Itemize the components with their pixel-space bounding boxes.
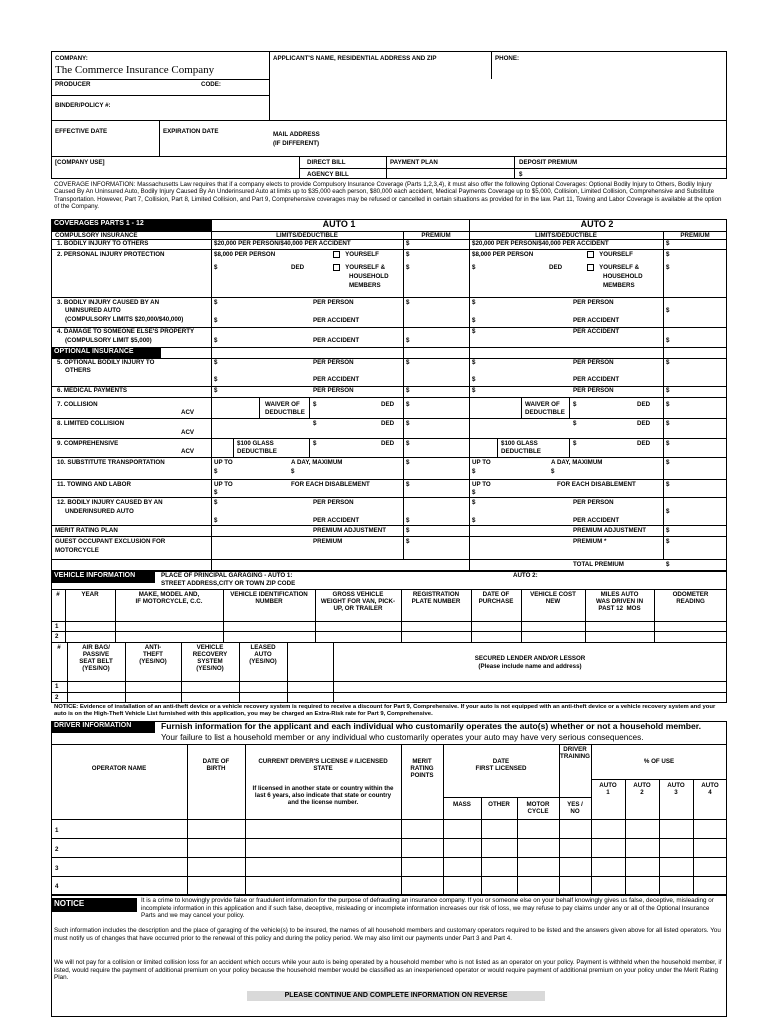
part11-label: 11. TOWING AND LABOR xyxy=(57,481,131,488)
vehicle-col2-header-5[interactable]: LEASED AUTO (YES/NO) xyxy=(249,644,277,666)
part11-premium-auto2[interactable]: $ xyxy=(666,481,670,488)
part6-per-person-auto1: PER PERSON xyxy=(313,387,354,394)
notice-paragraph-2: Such information includes the description and the place of garaging of the vehicle(s) to be insured, the names of all household members and customary operators required to be listed and the answers given above for all listed operators. You must notify us of changes that have occurred prior to the renewal of this policy and during the policy period. We may also limit our payments under Part 3 and Part 4. xyxy=(54,927,721,942)
part9-glass-auto2[interactable]: $100 GLASS xyxy=(501,440,538,447)
agency-bill-option[interactable]: AGENCY BILL xyxy=(307,171,349,178)
column-line xyxy=(333,642,334,703)
expiration-date-label[interactable]: EXPIRATION DATE xyxy=(163,128,219,135)
part5-label: 5. OPTIONAL BODILY INJURY TO xyxy=(57,359,155,366)
mail-address-sub: (IF DIFFERENT) xyxy=(273,140,320,147)
part12-per-accident-auto1: PER ACCIDENT xyxy=(313,517,360,524)
part4-dollar-auto1[interactable]: $ xyxy=(214,337,218,344)
vehicle-col2-header-3[interactable]: ANTI- THEFT (YES/NO) xyxy=(139,644,167,666)
part2-premium-auto1[interactable]: $ xyxy=(406,251,410,258)
part9-glass-deductible-auto2: DEDUCTIBLE xyxy=(501,448,541,455)
yourself-household-label: YOURSELF & xyxy=(599,264,640,272)
garaging-auto1-label[interactable]: PLACE OF PRINCIPAL GARAGING - AUTO 1: xyxy=(161,572,293,579)
part3-per-accident-auto1: PER ACCIDENT xyxy=(313,317,360,324)
part10-max-dollar-auto1[interactable]: $ xyxy=(291,468,295,475)
vehicle-col-header-1[interactable]: # xyxy=(56,591,60,598)
part5-label-2: OTHERS xyxy=(65,367,91,374)
vehicle-col2-header-2[interactable]: AIR BAG/ PASSIVE SEAT BELT (YES/NO) xyxy=(79,644,113,673)
vehicle-col-header-8[interactable]: VEHICLE COST NEW xyxy=(530,591,576,606)
part3-premium-auto2[interactable]: $ xyxy=(666,307,670,314)
part1-limit-auto2: $20,000 PER PERSON/$40,000 PER ACCIDENT xyxy=(472,240,609,247)
operator-name-header[interactable]: OPERATOR NAME xyxy=(91,765,147,772)
yes-no-header[interactable]: YES / NO xyxy=(567,801,583,816)
part5-per-accident-auto1: PER ACCIDENT xyxy=(313,376,360,383)
premium-adjustment-dollar-auto1[interactable]: $ xyxy=(406,527,410,534)
part10-premium-auto2[interactable]: $ xyxy=(666,459,670,466)
part3-dollar2-auto1[interactable]: $ xyxy=(214,317,218,324)
vehicle-col-header-5[interactable]: GROSS VEHICLE WEIGHT FOR VAN, PICK- UP, OR TRAILER xyxy=(320,591,396,613)
part5-per-person-auto1: PER PERSON xyxy=(313,359,354,366)
total-premium-label: TOTAL PREMIUM xyxy=(573,561,624,568)
code-label[interactable]: CODE: xyxy=(201,81,221,88)
part10-label: 10. SUBSTITUTE TRANSPORTATION xyxy=(57,459,165,466)
part3-dollar-auto1[interactable]: $ xyxy=(214,299,218,306)
part9-dollar-auto1[interactable]: $ xyxy=(313,440,317,447)
part9-acv[interactable]: ACV xyxy=(181,448,195,455)
merit-rating-label: MERIT RATING PLAN xyxy=(55,527,118,534)
driver-instruction-1: Furnish information for the applicant and each individual who customarily operates the auto(s) whether or not a household member. xyxy=(161,721,702,731)
part4-label: 4. DAMAGE TO SOMEONE ELSE'S PROPERTY xyxy=(57,328,195,335)
vehicle-col2-header-1[interactable]: # xyxy=(57,644,61,651)
part2-ded-dollar-auto2[interactable]: $ xyxy=(472,264,476,271)
vehicle-col2-header-4[interactable]: VEHICLE RECOVERY SYSTEM (YES/NO) xyxy=(192,644,228,673)
part8-label: 8. LIMITED COLLISION xyxy=(57,420,125,427)
part8-premium-auto2[interactable]: $ xyxy=(666,420,670,427)
part7-acv[interactable]: ACV xyxy=(181,409,195,416)
members-label: MEMBERS xyxy=(349,282,381,289)
household-label: HOUSEHOLD xyxy=(603,273,643,280)
part9-dollar-auto2[interactable]: $ xyxy=(573,440,577,447)
deposit-dollar: $ xyxy=(519,171,523,178)
household-label: HOUSEHOLD xyxy=(349,273,389,280)
merit-points-header[interactable]: MERIT RATING POINTS xyxy=(410,758,434,780)
part2-ded-auto1: DED xyxy=(291,264,305,271)
binder-label[interactable]: BINDER/POLICY #: xyxy=(55,102,111,109)
garaging-address-label: STREET ADDRESS,CITY OR TOWN ZIP CODE xyxy=(161,580,296,587)
part8-ded-auto2: DED xyxy=(637,420,651,427)
part8-dollar-auto1[interactable]: $ xyxy=(313,420,317,427)
part6-per-person-auto2: PER PERSON xyxy=(573,387,614,394)
part3-premium-auto1[interactable]: $ xyxy=(406,299,410,306)
company-label: COMPANY: xyxy=(55,55,88,62)
first-licensed-header[interactable]: DATE FIRST LICENSED xyxy=(475,758,527,773)
part3-per-person-auto1: PER PERSON xyxy=(313,299,354,306)
part10-premium-auto1[interactable]: $ xyxy=(406,459,410,466)
part7-dollar-auto1[interactable]: $ xyxy=(313,401,317,408)
part5-dollar2-auto2[interactable]: $ xyxy=(472,376,476,383)
yourself-household-label: YOURSELF & xyxy=(345,264,386,272)
part1-limit-auto1: $20,000 PER PERSON/$40,000 PER ACCIDENT xyxy=(214,240,351,247)
part3-per-person-auto2: PER PERSON xyxy=(573,299,614,306)
part9-glass-auto1[interactable]: $100 GLASS xyxy=(237,440,274,447)
driver-instruction-2: Your failure to list a household member or any individual who customarily operates your auto may have very serious consequences. xyxy=(161,732,644,742)
part11-upto-auto2: UP TO xyxy=(472,481,491,488)
part9-ded-auto2: DED xyxy=(637,440,651,447)
part9-glass-deductible-auto1: DEDUCTIBLE xyxy=(237,448,277,455)
part11-upto-auto1: UP TO xyxy=(214,481,233,488)
part2-limit-auto1: $8,000 PER PERSON xyxy=(214,251,276,258)
notice-bar: NOTICE xyxy=(51,898,137,912)
part12-per-accident-auto2: PER ACCIDENT xyxy=(573,517,620,524)
part7-waiver-deductible-auto2: DEDUCTIBLE xyxy=(525,409,565,416)
guest-premium-dollar-auto2[interactable]: $ xyxy=(666,538,670,545)
part4-label-2: (COMPULSORY LIMIT $5,000) xyxy=(65,337,152,344)
coverage-information-text: COVERAGE INFORMATION: Massachusetts Law requires that if a company elects to provide Compulsory Insurance Coverage (Parts 1,2,3,4), it must also offer the following Optional Coverages: Optional Bodily Injury to Others, Bodily Injury Caused By An Uninsured Auto, Bodily Injury Caused By An Underinsured Auto at limits up to $35,000 each person, $80,000 each accident, Medical Payments Coverage up to $5,000, Collision, Limited Collision, Comprehensive and Substitute Transportation. However, Part 7, Collision, Part 8, Limited Collision, and Part 9, Comprehensive coverages may be refused or cancelled in certain situations as provided for in the law. Part 11, Towing and Labor Coverage is available at the option of the Company. xyxy=(54,181,722,210)
use-auto-3-header[interactable]: AUTO 3 xyxy=(667,782,685,797)
part5-dollar-auto2[interactable]: $ xyxy=(472,359,476,366)
part4-per-accident-auto1: PER ACCIDENT xyxy=(313,337,360,344)
part10-dollar-auto1[interactable]: $ xyxy=(214,468,218,475)
part12-dollar2-auto2[interactable]: $ xyxy=(472,517,476,524)
part5-dollar2-auto1[interactable]: $ xyxy=(214,376,218,383)
part9-label: 9. COMPREHENSIVE xyxy=(57,440,119,447)
vehicle-row-2b: 2 xyxy=(55,694,59,701)
company-name[interactable]: The Commerce Insurance Company xyxy=(55,64,215,76)
part6-premium-auto2[interactable]: $ xyxy=(666,387,670,394)
vehicle-row-2: 2 xyxy=(55,633,59,640)
guest-premium-auto2: PREMIUM * xyxy=(573,538,607,545)
checkbox-icon[interactable] xyxy=(587,264,594,271)
guest-premium-dollar-auto1[interactable]: $ xyxy=(406,538,410,545)
part9-premium-auto1[interactable]: $ xyxy=(406,440,410,447)
checkbox-icon[interactable] xyxy=(333,251,340,258)
part4-per-accident-auto2: PER ACCIDENT xyxy=(573,328,620,335)
part4-dollar-auto2[interactable]: $ xyxy=(472,328,476,335)
part10-aday-auto2: A DAY, MAXIMUM xyxy=(551,459,603,466)
part4-premium-auto1[interactable]: $ xyxy=(406,337,410,344)
part11-dollar-auto2[interactable]: $ xyxy=(472,489,476,496)
notice-text: It is a crime to knowingly provide false or fraudulent information for the purpose of defrauding an insurance company. If you or someone else on your behalf knowingly gives us false, deceptive, misleading or incomplete information in this application and if such false, deceptive, misleading or incomplete information increases our risk of loss, we may refuse to pay claims under any or all of the Optional Insurance Parts and we may cancel your policy. xyxy=(141,897,714,920)
guest-premium-auto1: PREMIUM xyxy=(313,538,343,545)
premium-adjustment-auto1: PREMIUM ADJUSTMENT xyxy=(313,527,386,534)
part2-ded-auto2: DED xyxy=(549,264,563,271)
part9-ded-auto1: DED xyxy=(381,440,395,447)
guest-occupant-label-2: MOTORCYCLE xyxy=(55,547,99,554)
use-auto-2-header[interactable]: AUTO 2 xyxy=(633,782,651,797)
part12-per-person-auto1: PER PERSON xyxy=(313,499,354,506)
part5-premium-auto2[interactable]: $ xyxy=(666,359,670,366)
garaging-auto2-label[interactable]: AUTO 2: xyxy=(513,572,538,579)
vehicle-information-bar: VEHICLE INFORMATION xyxy=(51,571,155,583)
payment-plan-label[interactable]: PAYMENT PLAN xyxy=(390,159,438,166)
part7-waiver-auto1[interactable]: WAIVER OF xyxy=(265,401,300,408)
part3-dollar-auto2[interactable]: $ xyxy=(472,299,476,306)
mail-address-label[interactable]: MAIL ADDRESS xyxy=(273,131,320,138)
part7-waiver-auto2[interactable]: WAIVER OF xyxy=(525,401,560,408)
part11-each-auto2: FOR EACH DISABLEMENT xyxy=(557,481,636,488)
driver-row-1: 1 xyxy=(55,827,59,834)
part12-dollar-auto1[interactable]: $ xyxy=(214,499,218,506)
column-line xyxy=(287,642,288,703)
producer-label[interactable]: PRODUCER xyxy=(55,81,91,88)
part12-premium-auto1[interactable]: $ xyxy=(406,517,410,524)
part6-dollar-auto2[interactable]: $ xyxy=(472,387,476,394)
part1-premium-auto1[interactable]: $ xyxy=(406,240,410,247)
part11-each-auto1: FOR EACH DISABLEMENT xyxy=(291,481,370,488)
yourself-label: YOURSELF xyxy=(599,251,633,259)
driver-training-header[interactable]: DRIVER TRAINING xyxy=(560,746,590,761)
premium-label-auto1: PREMIUM xyxy=(421,232,451,239)
company-use-label: [COMPANY USE] xyxy=(55,159,105,166)
part7-label: 7. COLLISION xyxy=(57,401,98,408)
use-auto-4-header[interactable]: AUTO 4 xyxy=(701,782,719,797)
part5-dollar-auto1[interactable]: $ xyxy=(214,359,218,366)
license-note: If licensed in another state or country within the last 6 years, also indicate that state or country and the license number. xyxy=(252,785,394,807)
part12-dollar2-auto1[interactable]: $ xyxy=(214,517,218,524)
optional-insurance-bar: OPTIONAL INSURANCE xyxy=(51,347,161,358)
part11-premium-auto1[interactable]: $ xyxy=(406,481,410,488)
part2-premium2-auto1[interactable]: $ xyxy=(406,264,410,271)
part7-waiver-deductible-auto1: DEDUCTIBLE xyxy=(265,409,305,416)
part5-per-person-auto2: PER PERSON xyxy=(573,359,614,366)
direct-bill-option[interactable]: DIRECT BILL xyxy=(307,159,346,166)
premium-adjustment-auto2: PREMIUM ADJUSTMENT xyxy=(573,527,646,534)
deposit-premium-label[interactable]: DEPOSIT PREMIUM xyxy=(519,159,578,166)
anti-theft-notice: NOTICE: Evidence of installation of an anti-theft device or a vehicle recovery system is required to receive a discount for Part 9, Comprehensive. If your auto is not equipped with an anti-theft device or a vehicle recovery system and your auto is on the High-Theft Vehicle List furnished with this application, you may be charged an Extra-Risk rate for Part 9, Comprehensive. xyxy=(54,704,716,718)
part7-dollar-auto2[interactable]: $ xyxy=(573,401,577,408)
part2-yourself-auto1[interactable] xyxy=(333,251,379,258)
secured-lender-sub: (Please include name and address) xyxy=(478,663,582,670)
compulsory-label: COMPULSORY INSURANCE xyxy=(55,232,138,239)
auto1-header: AUTO 1 xyxy=(322,219,356,229)
vehicle-col-header-4[interactable]: VEHICLE IDENTIFICATION NUMBER xyxy=(230,591,308,606)
limits-label-auto2: LIMITS/DEDUCTIBLE xyxy=(535,232,597,239)
part8-acv[interactable]: ACV xyxy=(181,429,195,436)
driver-information-bar: DRIVER INFORMATION xyxy=(51,721,155,733)
part10-dollar-auto2[interactable]: $ xyxy=(472,468,476,475)
part2-yourself-auto2[interactable] xyxy=(587,251,633,258)
motorcycle-header[interactable]: MOTOR CYCLE xyxy=(526,801,550,816)
guest-occupant-label: GUEST OCCUPANT EXCLUSION FOR xyxy=(55,538,166,545)
part10-max-dollar-auto2[interactable]: $ xyxy=(551,468,555,475)
part12-label-2: UNDERINSURED AUTO xyxy=(65,508,134,515)
part3-label-2: UNINSURED AUTO xyxy=(65,307,121,314)
part3-label-3: (COMPULSORY LIMITS $20,000/$40,000) xyxy=(65,316,184,323)
part1-label: 1. BODILY INJURY TO OTHERS xyxy=(57,240,149,247)
notice-paragraph-3: We will not pay for a collision or limited collision loss for an accident which occurs while your auto is being operated by a household member who is not listed as an operator on your policy. Payment is withheld when the household member, if listed, would require the payment of additional premium on your policy because the household member would be classified as an inexperienced operator or would require payment of additional premium on your policy under the Merit Rating Plan. xyxy=(54,959,722,982)
premium-adjustment-dollar-auto2[interactable]: $ xyxy=(666,527,670,534)
driver-row-2: 2 xyxy=(55,846,59,853)
vehicle-col-header-9[interactable]: MILES AUTO WAS DRIVEN IN PAST 12 MOS xyxy=(595,591,644,613)
members-label: MEMBERS xyxy=(603,282,635,289)
part3-dollar2-auto2[interactable]: $ xyxy=(472,317,476,324)
part2-ded-dollar-auto1[interactable]: $ xyxy=(214,264,218,271)
part1-premium-auto2[interactable]: $ xyxy=(666,240,670,247)
part2-household-auto1[interactable] xyxy=(333,264,385,271)
part10-upto-auto2: UP TO xyxy=(472,459,491,466)
part3-per-accident-auto2: PER ACCIDENT xyxy=(573,317,620,324)
checkbox-icon[interactable] xyxy=(587,251,594,258)
part2-household-auto2[interactable] xyxy=(587,264,639,271)
part6-label: 6. MEDICAL PAYMENTS xyxy=(57,387,128,394)
vehicle-row-1: 1 xyxy=(55,623,59,630)
vehicle-col-header-2[interactable]: YEAR xyxy=(81,591,99,598)
part7-premium-auto2[interactable]: $ xyxy=(666,401,670,408)
checkbox-icon[interactable] xyxy=(333,264,340,271)
part11-dollar-auto1[interactable]: $ xyxy=(214,489,218,496)
driver-row-3: 3 xyxy=(55,865,59,872)
part7-premium-auto1[interactable]: $ xyxy=(406,401,410,408)
secured-lender-label[interactable]: SECURED LENDER AND/OR LESSOR xyxy=(474,655,586,662)
date-of-birth-header[interactable]: DATE OF BIRTH xyxy=(202,758,230,773)
part2-premium-auto2[interactable]: $ xyxy=(666,251,670,258)
vehicle-col-header-7[interactable]: DATE OF PURCHASE xyxy=(478,591,514,606)
part3-label: 3. BODILY INJURY CAUSED BY AN xyxy=(57,299,160,306)
part12-per-person-auto2: PER PERSON xyxy=(573,499,614,506)
part5-per-accident-auto2: PER ACCIDENT xyxy=(573,376,620,383)
part4-premium-auto2[interactable]: $ xyxy=(666,337,670,344)
part12-dollar-auto2[interactable]: $ xyxy=(472,499,476,506)
part7-ded-auto1: DED xyxy=(381,401,395,408)
vehicle-row-1b: 1 xyxy=(55,683,59,690)
premium-label-auto2: PREMIUM xyxy=(680,232,710,239)
part2-label: 2. PERSONAL INJURY PROTECTION xyxy=(57,251,165,258)
part8-premium-auto1[interactable]: $ xyxy=(406,420,410,427)
auto2-header: AUTO 2 xyxy=(580,219,614,229)
license-header[interactable]: CURRENT DRIVER'S LICENSE # /LICENSED STATE xyxy=(258,758,388,773)
part10-upto-auto1: UP TO xyxy=(214,459,233,466)
other-header[interactable]: OTHER xyxy=(488,801,510,808)
part5-premium-auto1[interactable]: $ xyxy=(406,359,410,366)
part6-premium-auto1[interactable]: $ xyxy=(406,387,410,394)
mass-header[interactable]: MASS xyxy=(453,801,471,808)
limits-label-auto1: LIMITS/DEDUCTIBLE xyxy=(276,232,338,239)
continue-on-reverse: PLEASE CONTINUE AND COMPLETE INFORMATION ON REVERSE xyxy=(247,991,545,1001)
use-auto-1-header[interactable]: AUTO 1 xyxy=(599,782,617,797)
effective-date-label[interactable]: EFFECTIVE DATE xyxy=(55,128,108,135)
driver-row-4: 4 xyxy=(55,883,59,890)
part7-ded-auto2: DED xyxy=(637,401,651,408)
part10-aday-auto1: A DAY, MAXIMUM xyxy=(291,459,343,466)
coverages-frame xyxy=(51,219,727,571)
part6-dollar-auto1[interactable]: $ xyxy=(214,387,218,394)
applicant-label[interactable]: APPLICANT'S NAME, RESIDENTIAL ADDRESS AND ZIP xyxy=(273,55,437,62)
total-premium-dollar[interactable]: $ xyxy=(666,561,670,568)
phone-label[interactable]: PHONE: xyxy=(495,55,520,62)
yourself-label: YOURSELF xyxy=(345,251,379,259)
part2-premium2-auto2[interactable]: $ xyxy=(666,264,670,271)
percent-use-header[interactable]: % OF USE xyxy=(643,758,675,765)
part9-premium-auto2[interactable]: $ xyxy=(666,440,670,447)
vehicle-col-header-6[interactable]: REGISTRATION PLATE NUMBER xyxy=(411,591,461,606)
vehicle-col-header-3[interactable]: MAKE, MODEL AND, IF MOTORCYCLE, C.C. xyxy=(135,591,203,606)
part8-dollar-auto2[interactable]: $ xyxy=(573,420,577,427)
coverages-bar: COVERAGES PARTS 1 - 12 xyxy=(51,219,211,231)
part12-premium-auto2[interactable]: $ xyxy=(666,508,670,515)
part8-ded-auto1: DED xyxy=(381,420,395,427)
part12-label: 12. BODILY INJURY CAUSED BY AN xyxy=(57,499,163,506)
part2-limit-auto2: $8,000 PER PERSON xyxy=(472,251,534,258)
vehicle-col-header-10[interactable]: ODOMETER READING xyxy=(672,591,709,606)
application-form xyxy=(51,51,727,1018)
